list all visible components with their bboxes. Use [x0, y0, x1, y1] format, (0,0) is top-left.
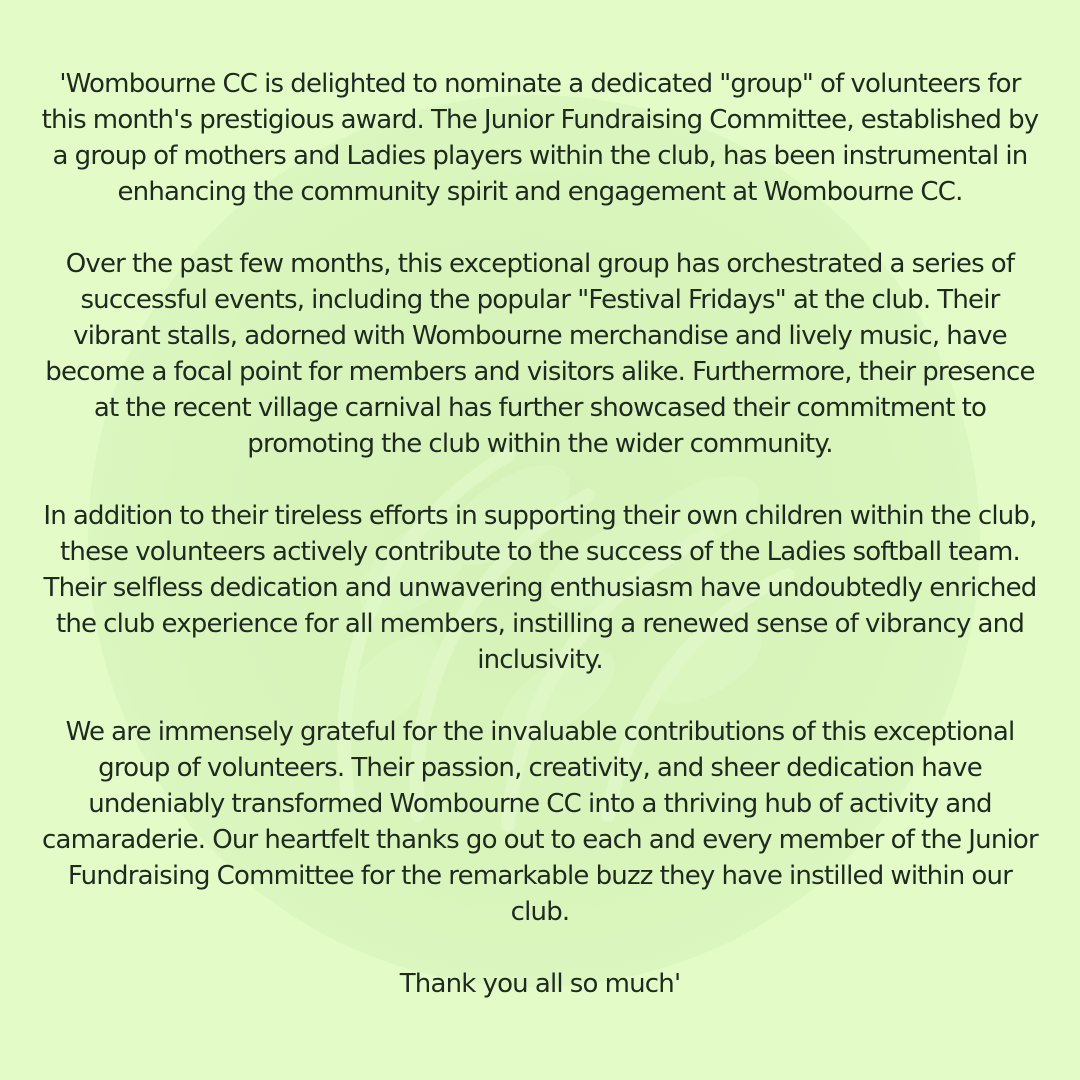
paragraph-intro: 'Wombourne CC is delighted to nominate a dedicated "group" of volunteers for this month's prestigious award. The Junior Fundraising Committee, established by a group of mothers and Ladies players within the club, has been instrumental in enhancing the community spirit and engagement at Wombourne CC. — [41, 69, 1039, 207]
paragraph-gratitude: We are immensely grateful for the invaluable contributions of this exceptional group of volunteers. Their passion, creativity, and sheer dedication have undeniably transformed Wombourne CC into a thriving hub of activity and camaraderie. Our heartfelt thanks go out to each and every member of the Junior Fundraising Committee for the remarkable buzz they have instilled within our club. — [42, 717, 1038, 927]
signoff-text: Thank you all so much' — [399, 969, 681, 999]
nomination-text — [40, 66, 1040, 1002]
paragraph-support: In addition to their tireless efforts in supporting their own children within the club, these volunteers actively contribute to the success of the Ladies softball team. Their selfless dedication and unwavering enthusiasm have undoubtedly enriched the club experience for all members, instilling a renewed sense of vibrancy and inclusivity. — [43, 501, 1037, 675]
paragraph-events: Over the past few months, this exceptional group has orchestrated a series of successful events, including the popular "Festival Fridays" at the club. Their vibrant stalls, adorned with Wombourne merchandise and lively music, have become a focal point for members and visitors alike. Furthermore, their presence at the recent village carnival has further showcased their commitment to promoting the club within the wider community. — [45, 249, 1035, 459]
